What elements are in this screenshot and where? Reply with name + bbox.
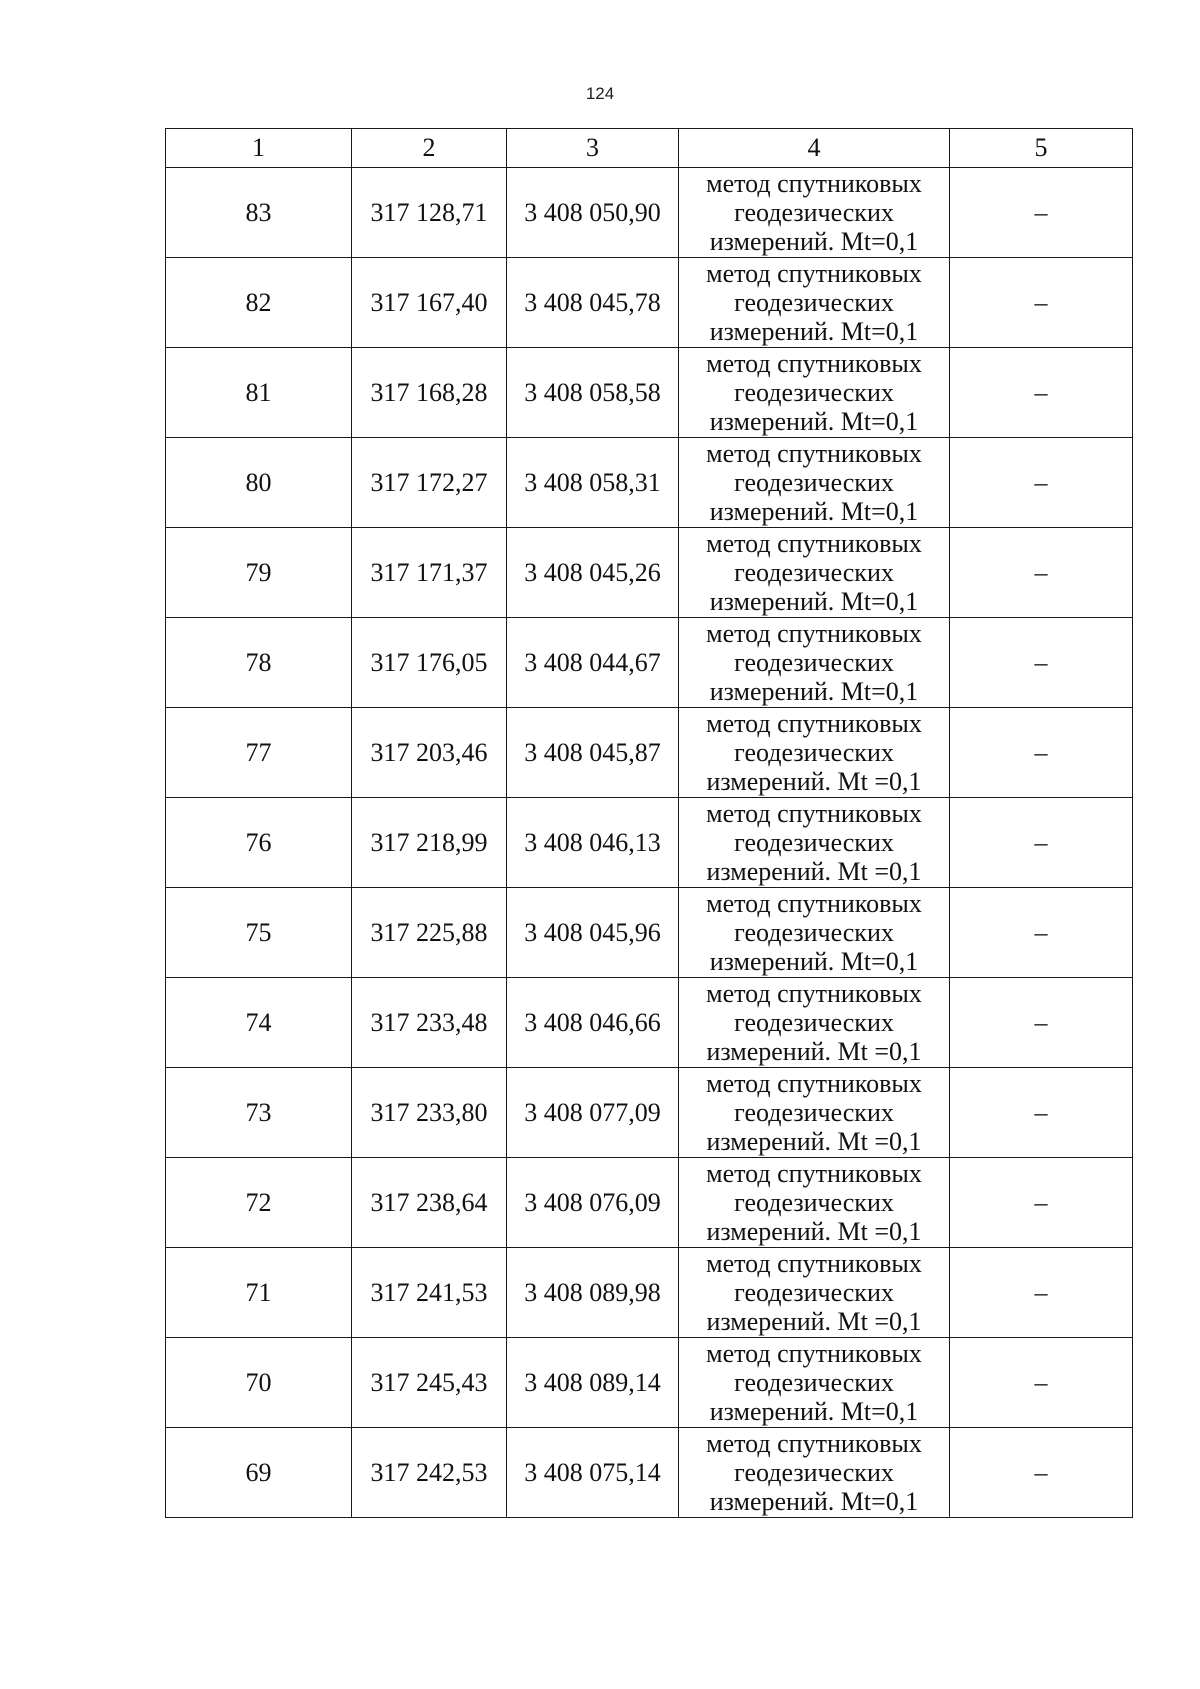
- note-cell: –: [950, 708, 1133, 798]
- note-cell: –: [950, 1158, 1133, 1248]
- table-row: [166, 888, 1133, 978]
- table-row: [166, 1248, 1133, 1338]
- table-row: [166, 258, 1133, 348]
- column-header-3: 3: [507, 129, 679, 168]
- table-row: [166, 798, 1133, 888]
- point-number-cell: 83: [166, 168, 352, 258]
- method-cell: метод спутниковых геодезических измерений. Mt=0,1: [679, 1338, 950, 1428]
- y-coordinate-cell: 3 408 046,13: [507, 798, 679, 888]
- point-number-cell: 76: [166, 798, 352, 888]
- note-cell: –: [950, 1068, 1133, 1158]
- x-coordinate-cell: 317 238,64: [352, 1158, 507, 1248]
- method-cell: метод спутниковых геодезических измерений. Mt =0,1: [679, 798, 950, 888]
- note-cell: –: [950, 798, 1133, 888]
- x-coordinate-cell: 317 203,46: [352, 708, 507, 798]
- table-row: [166, 618, 1133, 708]
- x-coordinate-cell: 317 242,53: [352, 1428, 507, 1518]
- x-coordinate-cell: 317 233,80: [352, 1068, 507, 1158]
- method-cell: метод спутниковых геодезических измерений. Mt=0,1: [679, 528, 950, 618]
- table-header-row: [166, 129, 1133, 168]
- note-cell: –: [950, 168, 1133, 258]
- column-header-5: 5: [950, 129, 1133, 168]
- method-cell: метод спутниковых геодезических измерений. Mt =0,1: [679, 708, 950, 798]
- point-number-cell: 78: [166, 618, 352, 708]
- note-cell: –: [950, 1248, 1133, 1338]
- coordinates-table: [165, 128, 1133, 1518]
- method-cell: метод спутниковых геодезических измерений. Mt=0,1: [679, 1428, 950, 1518]
- point-number-cell: 72: [166, 1158, 352, 1248]
- method-cell: метод спутниковых геодезических измерений. Mt=0,1: [679, 258, 950, 348]
- x-coordinate-cell: 317 176,05: [352, 618, 507, 708]
- point-number-cell: 74: [166, 978, 352, 1068]
- page-number: 124: [585, 84, 615, 103]
- column-header-2: 2: [352, 129, 507, 168]
- point-number-cell: 81: [166, 348, 352, 438]
- point-number-cell: 70: [166, 1338, 352, 1428]
- point-number-cell: 79: [166, 528, 352, 618]
- y-coordinate-cell: 3 408 076,09: [507, 1158, 679, 1248]
- note-cell: –: [950, 618, 1133, 708]
- table-row: [166, 1338, 1133, 1428]
- x-coordinate-cell: 317 245,43: [352, 1338, 507, 1428]
- y-coordinate-cell: 3 408 045,78: [507, 258, 679, 348]
- table-row: [166, 708, 1133, 798]
- point-number-cell: 71: [166, 1248, 352, 1338]
- y-coordinate-cell: 3 408 075,14: [507, 1428, 679, 1518]
- y-coordinate-cell: 3 408 046,66: [507, 978, 679, 1068]
- x-coordinate-cell: 317 233,48: [352, 978, 507, 1068]
- y-coordinate-cell: 3 408 045,96: [507, 888, 679, 978]
- point-number-cell: 73: [166, 1068, 352, 1158]
- y-coordinate-cell: 3 408 044,67: [507, 618, 679, 708]
- method-cell: метод спутниковых геодезических измерений. Mt=0,1: [679, 348, 950, 438]
- x-coordinate-cell: 317 218,99: [352, 798, 507, 888]
- y-coordinate-cell: 3 408 045,26: [507, 528, 679, 618]
- note-cell: –: [950, 348, 1133, 438]
- note-cell: –: [950, 258, 1133, 348]
- table-row: [166, 1428, 1133, 1518]
- method-cell: метод спутниковых геодезических измерений. Mt=0,1: [679, 168, 950, 258]
- table-row: [166, 348, 1133, 438]
- x-coordinate-cell: 317 172,27: [352, 438, 507, 528]
- y-coordinate-cell: 3 408 089,14: [507, 1338, 679, 1428]
- y-coordinate-cell: 3 408 058,58: [507, 348, 679, 438]
- note-cell: –: [950, 438, 1133, 528]
- method-cell: метод спутниковых геодезических измерений. Mt =0,1: [679, 1158, 950, 1248]
- method-cell: метод спутниковых геодезических измерений. Mt=0,1: [679, 438, 950, 528]
- method-cell: метод спутниковых геодезических измерений. Mt =0,1: [679, 1068, 950, 1158]
- y-coordinate-cell: 3 408 077,09: [507, 1068, 679, 1158]
- point-number-cell: 80: [166, 438, 352, 528]
- method-cell: метод спутниковых геодезических измерений. Mt =0,1: [679, 1248, 950, 1338]
- note-cell: –: [950, 888, 1133, 978]
- x-coordinate-cell: 317 167,40: [352, 258, 507, 348]
- note-cell: –: [950, 1428, 1133, 1518]
- x-coordinate-cell: 317 128,71: [352, 168, 507, 258]
- method-cell: метод спутниковых геодезических измерений. Mt=0,1: [679, 888, 950, 978]
- table-row: [166, 528, 1133, 618]
- column-header-1: 1: [166, 129, 352, 168]
- point-number-cell: 82: [166, 258, 352, 348]
- point-number-cell: 69: [166, 1428, 352, 1518]
- y-coordinate-cell: 3 408 045,87: [507, 708, 679, 798]
- x-coordinate-cell: 317 171,37: [352, 528, 507, 618]
- y-coordinate-cell: 3 408 089,98: [507, 1248, 679, 1338]
- table-row: [166, 978, 1133, 1068]
- column-header-4: 4: [679, 129, 950, 168]
- table-row: [166, 168, 1133, 258]
- note-cell: –: [950, 1338, 1133, 1428]
- x-coordinate-cell: 317 225,88: [352, 888, 507, 978]
- x-coordinate-cell: 317 241,53: [352, 1248, 507, 1338]
- point-number-cell: 77: [166, 708, 352, 798]
- note-cell: –: [950, 978, 1133, 1068]
- point-number-cell: 75: [166, 888, 352, 978]
- note-cell: –: [950, 528, 1133, 618]
- table-row: [166, 1068, 1133, 1158]
- method-cell: метод спутниковых геодезических измерений. Mt=0,1: [679, 618, 950, 708]
- table-row: [166, 1158, 1133, 1248]
- x-coordinate-cell: 317 168,28: [352, 348, 507, 438]
- table-row: [166, 438, 1133, 528]
- y-coordinate-cell: 3 408 058,31: [507, 438, 679, 528]
- y-coordinate-cell: 3 408 050,90: [507, 168, 679, 258]
- method-cell: метод спутниковых геодезических измерений. Mt =0,1: [679, 978, 950, 1068]
